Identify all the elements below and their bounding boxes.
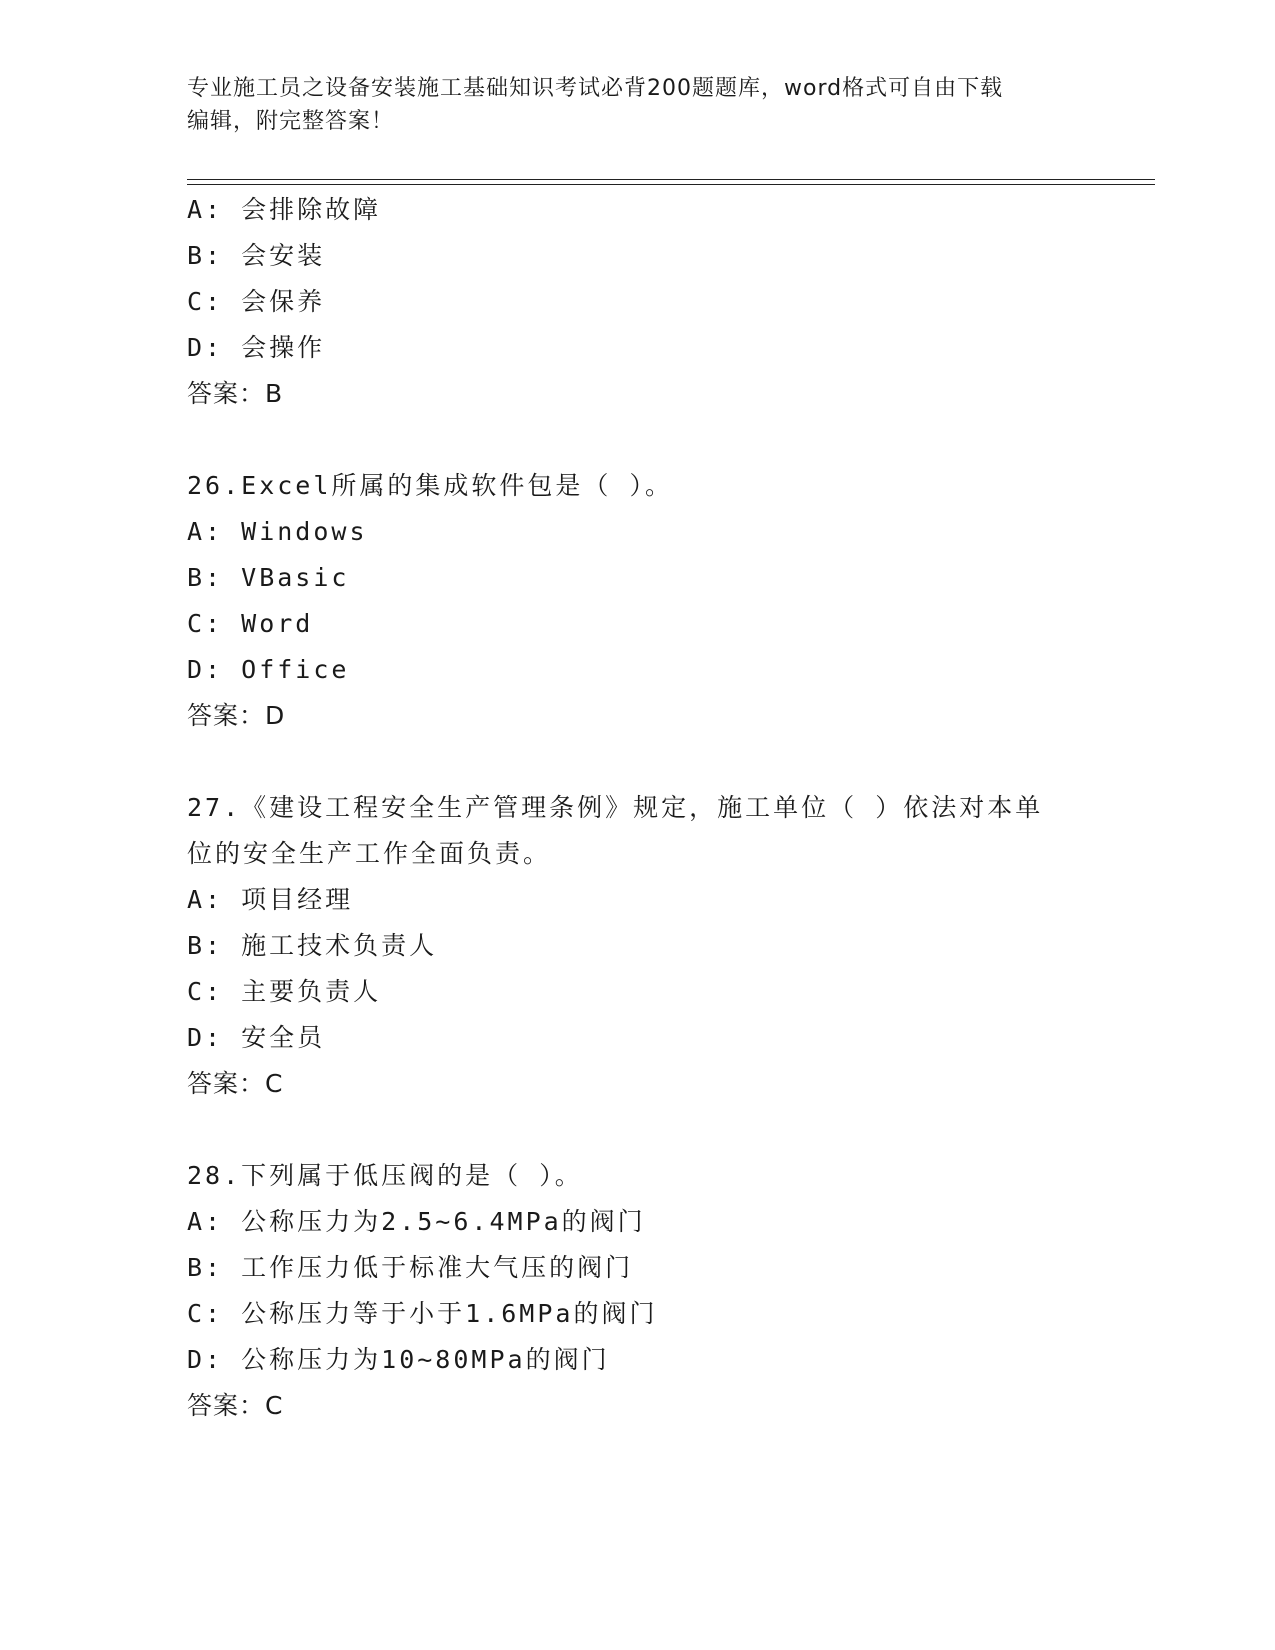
q27-answer: 答案：C	[187, 1069, 284, 1098]
header-line-2: 编辑，附完整答案！	[187, 109, 395, 134]
q28-option-a: A: 公称压力为2.5~6.4MPa的阀门	[187, 1207, 646, 1236]
q27-question-line-1: 27.《建设工程安全生产管理条例》规定，施工单位（ ）依法对本单	[187, 793, 1044, 822]
q28-answer: 答案：C	[187, 1391, 284, 1420]
header-divider-top	[187, 179, 1155, 180]
q26-option-c: C: Word	[187, 609, 314, 638]
q25-option-c: C: 会保养	[187, 287, 326, 316]
q28-option-c: C: 公称压力等于小于1.6MPa的阀门	[187, 1299, 658, 1328]
q26-question: 26.Excel所属的集成软件包是（ ）。	[187, 471, 673, 500]
header-divider-bottom	[187, 184, 1155, 185]
q26-option-d: D: Office	[187, 655, 350, 684]
q25-answer: 答案：B	[187, 379, 284, 408]
q26-answer: 答案：D	[187, 701, 286, 730]
q27-option-d: D: 安全员	[187, 1023, 326, 1052]
q27-option-b: B: 施工技术负责人	[187, 931, 438, 960]
q28-question: 28.下列属于低压阀的是（ ）。	[187, 1161, 583, 1190]
q25-option-a: A: 会排除故障	[187, 195, 382, 224]
q28-option-d: D: 公称压力为10~80MPa的阀门	[187, 1345, 610, 1374]
q27-question-line-2: 位的安全生产工作全面负责。	[187, 839, 552, 868]
q25-option-d: D: 会操作	[187, 333, 326, 362]
q27-option-c: C: 主要负责人	[187, 977, 382, 1006]
q27-option-a: A: 项目经理	[187, 885, 354, 914]
q28-option-b: B: 工作压力低于标准大气压的阀门	[187, 1253, 634, 1282]
q26-option-a: A: Windows	[187, 517, 368, 546]
header-line-1: 专业施工员之设备安装施工基础知识考试必背200题题库，word格式可自由下载	[187, 76, 1004, 101]
q25-option-b: B: 会安装	[187, 241, 326, 270]
q26-option-b: B: VBasic	[187, 563, 350, 592]
document-header	[187, 72, 1087, 138]
